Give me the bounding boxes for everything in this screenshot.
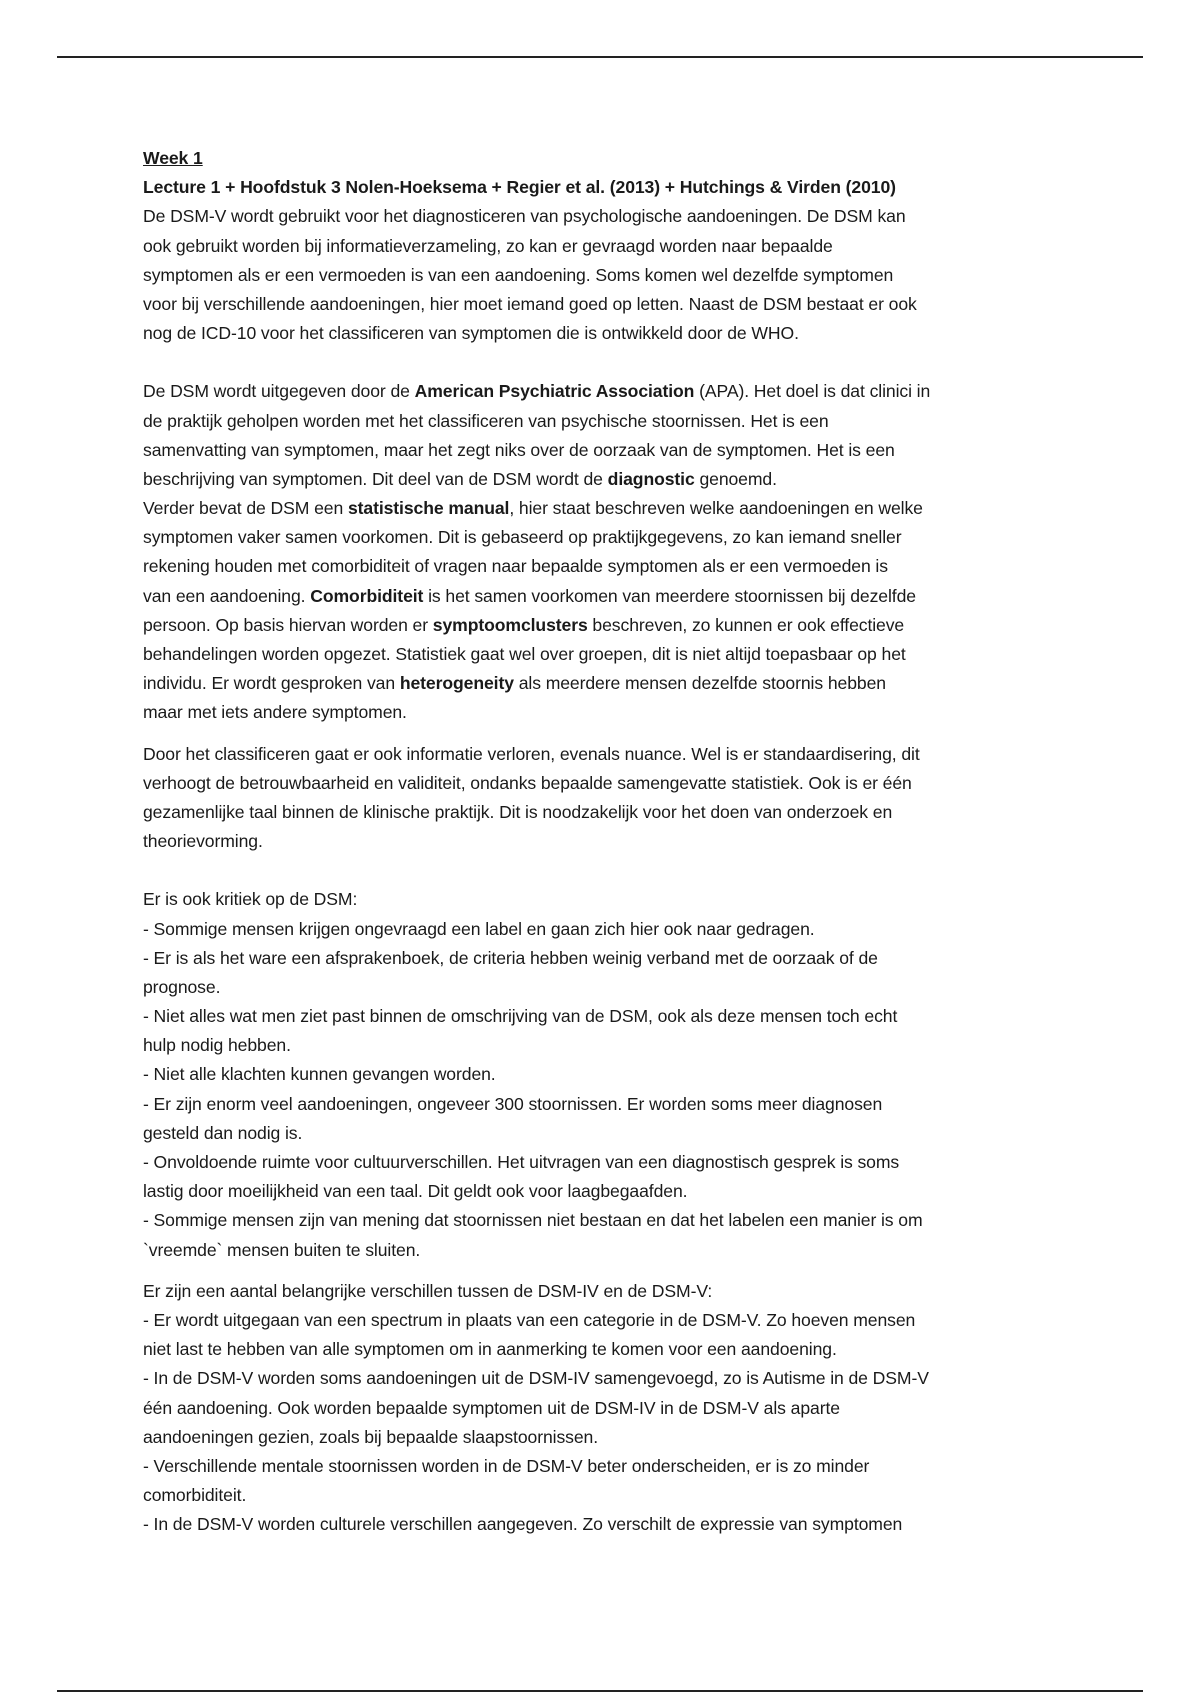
term-comorbiditeit: Comorbiditeit	[310, 585, 424, 606]
term-diagnostic: diagnostic	[607, 468, 695, 489]
text-line: beschrijving van symptomen. Dit deel van de DSM wordt de diagnostic genoemd.	[143, 468, 777, 489]
list-item: - Onvoldoende ruimte voor cultuurverschillen. Het uitvragen van een diagnostisch gesprek is soms	[143, 1152, 900, 1172]
text-line: Door het classificeren gaat er ook informatie verloren, evenals nuance. Wel is er standaardisering, dit	[143, 743, 920, 764]
term-apa: American Psychiatric Association	[414, 381, 695, 402]
text-line: Verder bevat de DSM een statistische manual, hier staat beschreven welke aandoeningen en welke	[143, 498, 923, 519]
text-line: symptomen vaker samen voorkomen. Dit is gebaseerd op praktijkgegevens, zo kan iemand sneller	[143, 527, 902, 548]
text-line: de praktijk geholpen worden met het classificeren van psychische stoornissen. Het is een	[143, 410, 829, 431]
list-item: - Er wordt uitgegaan van een spectrum in plaats van een categorie in de DSM-V. Zo hoeven mensen	[143, 1309, 916, 1330]
list-item: - Niet alles wat men ziet past binnen de omschrijving van de DSM, ook als deze mensen toch echt	[143, 1006, 898, 1027]
text-line: samenvatting van symptomen, maar het zegt niks over de oorzaak van de symptomen. Het is een	[143, 439, 895, 460]
list-item: - Sommige mensen zijn van mening dat stoornissen niet bestaan en dat het labelen een manier is om	[143, 1210, 923, 1231]
text-line: De DSM-V wordt gebruikt voor het diagnosticeren van psychologische aandoeningen. De DSM kan	[143, 206, 906, 227]
term-heterogeneity: heterogeneity	[399, 673, 514, 694]
text-line: ook gebruikt worden bij informatieverzameling, zo kan er gevraagd worden naar bepaalde	[143, 235, 833, 256]
list-item: - Er zijn enorm veel aandoeningen, ongeveer 300 stoornissen. Er worden soms meer diagnosen	[143, 1093, 883, 1114]
kritiek-list	[143, 885, 1073, 1264]
list-item: - Er is als het ware een afsprakenboek, de criteria hebben weinig verband met de oorzaak of de	[143, 947, 878, 968]
text-line: van een aandoening. Comorbiditeit is het samen voorkomen van meerdere stoornissen bij dezelfde	[143, 585, 916, 606]
text-line: theorievorming.	[143, 831, 263, 852]
term-statistische-manual: statistische manual	[347, 498, 510, 519]
list-item: aandoeningen gezien, zoals bij bepaalde slaapstoornissen.	[143, 1426, 599, 1447]
list-item: - Sommige mensen krijgen ongevraagd een label en gaan zich hier ook naar gedragen.	[143, 918, 815, 939]
list-item: comorbiditeit.	[143, 1485, 247, 1506]
paragraph-gap	[143, 1265, 1073, 1277]
list-item: lastig door moeilijkheid van een taal. Dit geldt ook voor laagbegaafden.	[143, 1181, 688, 1202]
list-intro: Er zijn een aantal belangrijke verschillen tussen de DSM-IV en de DSM-V:	[143, 1280, 713, 1301]
classificeren-paragraph	[143, 740, 1073, 857]
text-line: gezamenlijke taal binnen de klinische praktijk. Dit is noodzakelijk voor het doen van onderzoek en	[143, 801, 893, 822]
paragraph-gap	[143, 856, 1073, 885]
list-item: één aandoening. Ook worden bepaalde symptomen uit de DSM-IV in de DSM-V als aparte	[143, 1397, 840, 1418]
top-rule	[57, 56, 1143, 58]
list-intro: Er is ook kritiek op de DSM:	[143, 889, 358, 910]
list-item: `vreemde` mensen buiten te sluiten.	[143, 1239, 421, 1260]
list-item: hulp nodig hebben.	[143, 1035, 291, 1056]
text-line: persoon. Op basis hiervan worden er symptoomclusters beschreven, zo kunnen er ook effectieve	[143, 614, 905, 635]
term-symptoomclusters: symptoomclusters	[432, 614, 588, 635]
section-subtitle: Lecture 1 + Hoofdstuk 3 Nolen-Hoeksema + Regier et al. (2013) + Hutchings & Virden (2010)	[143, 177, 896, 198]
list-item: - Verschillende mentale stoornissen worden in de DSM-V beter onderscheiden, er is zo minder	[143, 1455, 870, 1476]
text-line: verhoogt de betrouwbaarheid en validiteit, ondanks bepaalde samengevatte statistiek. Ook is er één	[143, 772, 912, 793]
apa-paragraph	[143, 377, 1073, 727]
text-line: rekening houden met comorbiditeit of vragen naar bepaalde symptomen als er een vermoeden is	[143, 556, 888, 577]
page-title: Week 1	[143, 148, 203, 168]
text-line: maar met iets andere symptomen.	[143, 702, 407, 723]
verschillen-list	[143, 1277, 1073, 1540]
text-line: nog de ICD-10 voor het classificeren van symptomen die is ontwikkeld door de WHO.	[143, 323, 799, 344]
intro-paragraph	[143, 202, 1073, 348]
list-item: - Niet alle klachten kunnen gevangen worden.	[143, 1064, 496, 1085]
paragraph-gap	[143, 348, 1073, 377]
text-line: voor bij verschillende aandoeningen, hier moet iemand goed op letten. Naast de DSM bestaat er ook	[143, 293, 917, 314]
list-item: - In de DSM-V worden soms aandoeningen uit de DSM-IV samengevoegd, zo is Autisme in de DSM-V	[143, 1368, 929, 1389]
list-item: niet last te hebben van alle symptomen om in aanmerking te komen voor een aandoening.	[143, 1339, 837, 1360]
bottom-rule	[57, 1690, 1143, 1692]
list-item: gesteld dan nodig is.	[143, 1122, 303, 1143]
list-item: prognose.	[143, 976, 221, 997]
list-item: - In de DSM-V worden culturele verschillen aangegeven. Zo verschilt de expressie van symptomen	[143, 1514, 903, 1535]
document-body	[143, 144, 1073, 1539]
text-line: individu. Er wordt gesproken van heterogeneity als meerdere mensen dezelfde stoornis hebben	[143, 673, 886, 694]
text-line: symptomen als er een vermoeden is van een aandoening. Soms komen wel dezelfde symptomen	[143, 264, 894, 285]
text-line: behandelingen worden opgezet. Statistiek gaat wel over groepen, dit is niet altijd toepasbaar op het	[143, 644, 906, 664]
text-line: De DSM wordt uitgegeven door de American Psychiatric Association (APA). Het doel is dat clinici in	[143, 381, 931, 402]
paragraph-gap	[143, 728, 1073, 740]
